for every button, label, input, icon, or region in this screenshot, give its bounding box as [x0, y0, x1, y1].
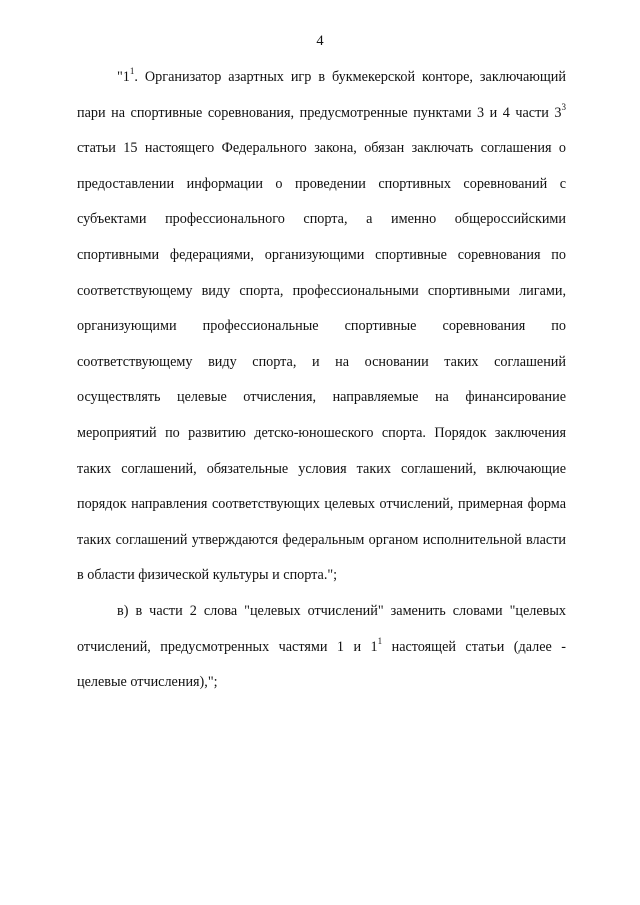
paragraph-1-text-a: . Организатор азартных игр в букмекерской конторе, заключающий пари на спортивные соревнования, предусмотренные пунктами 3 и 4 части 3: [77, 69, 566, 121]
paragraph-2: [77, 594, 566, 701]
paragraph-1-text-b: статьи 15 настоящего Федерального закона, обязан заключать соглашения о предоставлении информации о проведении спортивных соревнований с субъектами профессионального спорта, а именно общероссийскими спортивными федерациями, организующими спортивные соревнования по соответствующему виду спорта, профессиональными спортивными лигами, организующими профессиональные спортивные соревнования по соответствующему виду спорта, и на основании таких соглашений осуществлять целевые отчисления, направляемые на финансирование мероприятий по развитию детско-юношеского спорта. Порядок заключения таких соглашений, обязательные условия таких соглашений, включающие порядок направления соответствующих целевых отчислений, примерная форма таких соглашений утверждаются федеральным органом исполнительной власти в области физической культуры и спорта.";: [77, 140, 566, 584]
paragraph-2-superscript-a: 1: [377, 635, 383, 646]
paragraph-2-text-a: в) в части 2 слова "целевых отчислений" заменить словами "целевых отчислений, предусмотренных частями 1 и 1: [77, 602, 566, 655]
paragraph-1-superscript-a: 1: [129, 66, 135, 77]
paragraph-1-superscript-b: 3: [561, 101, 566, 112]
page-number: 4: [316, 33, 324, 49]
paragraph-1: [77, 60, 566, 594]
paragraph-1-open: "1: [117, 69, 130, 85]
paragraph-2-text-b: настоящей статьи (далее - целевые отчисления),";: [77, 638, 566, 691]
document-body: [77, 60, 566, 701]
